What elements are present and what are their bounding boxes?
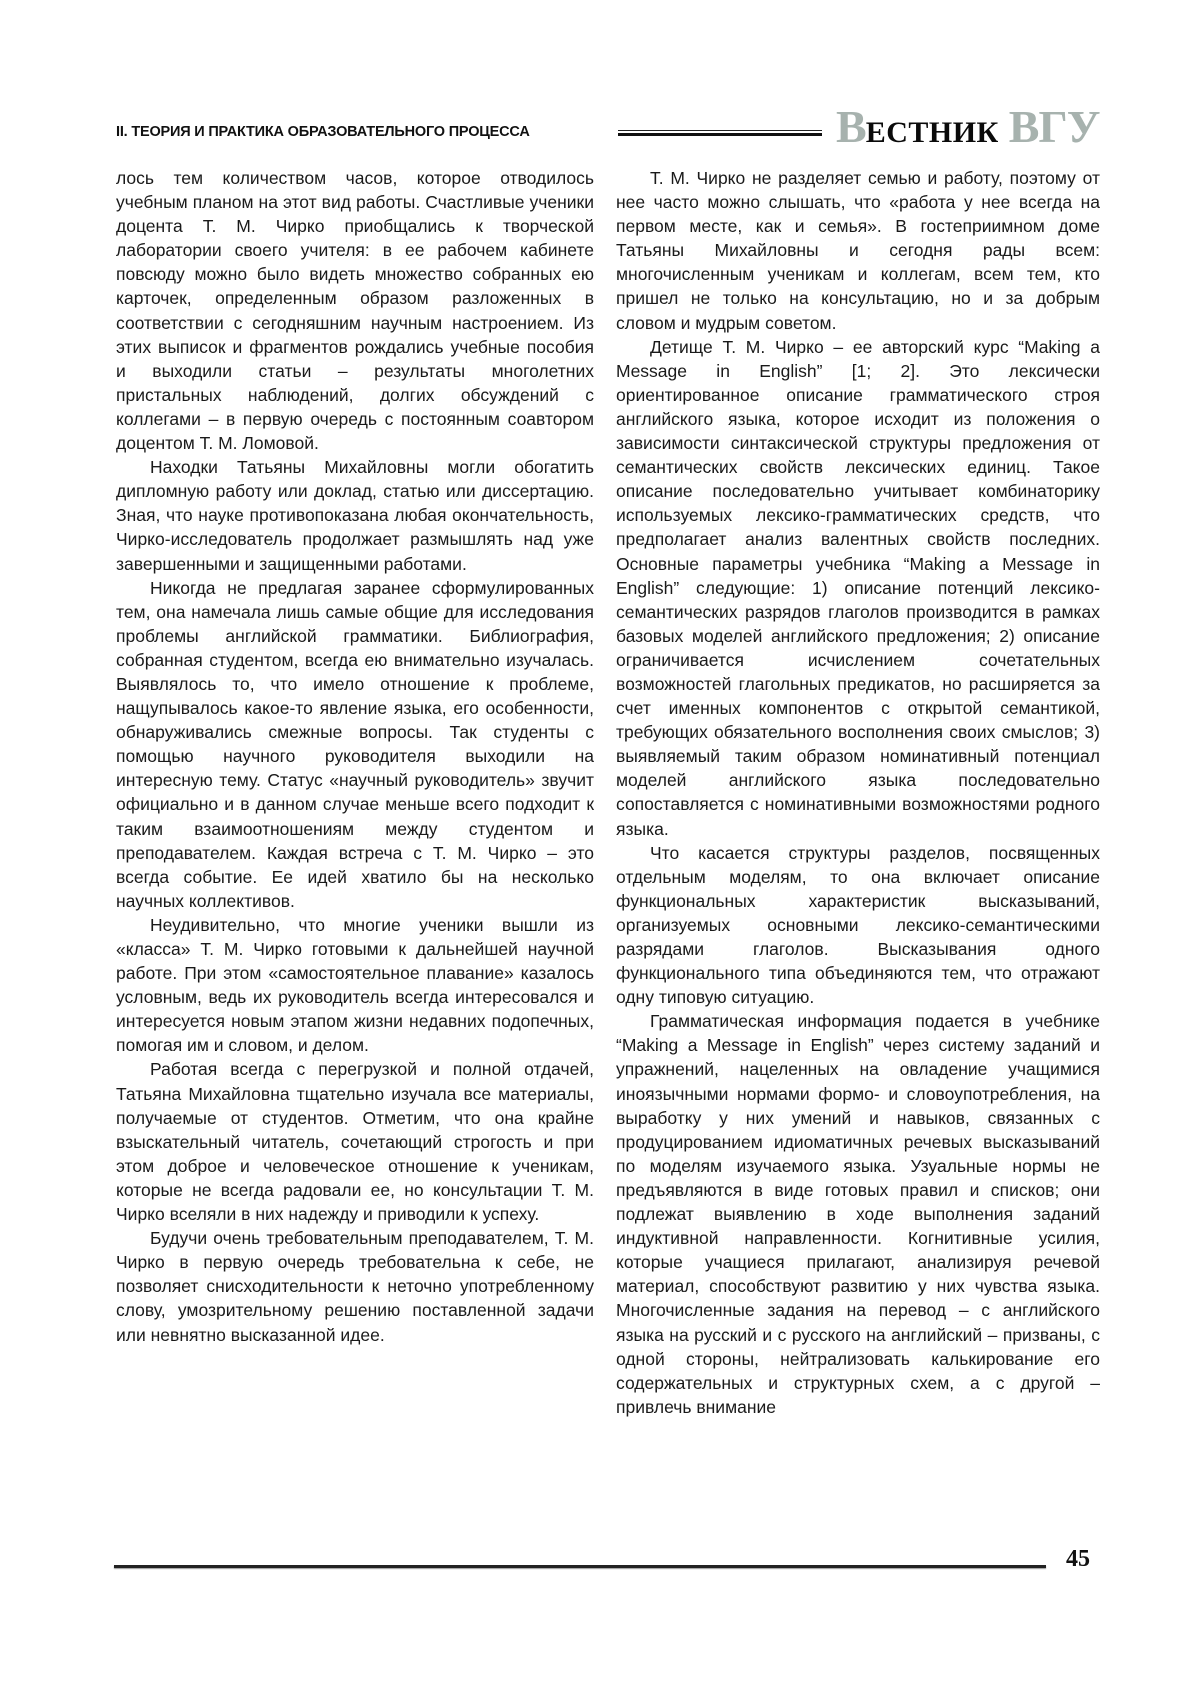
journal-logo <box>836 100 1100 153</box>
paragraph: Детище Т. М. Чирко – ее авторский курс “Making a Message in English” [1; 2]. Это лексически ориентированное описание грамматического строя английского языка, которое исходит из положения о зависимости синтаксической структуры предложения от семантических свойств лексических единиц. Такое описание последовательно учитывает комбинаторику используемых лексико-грамматических средств, что предполагает анализ валентных свойств последних. Основные параметры учебника “Making a Message in English” следующие: 1) описание потенций лексико-семантических разрядов глаголов производится в рамках базовых моделей английского предложения; 2) описание ограничивается исчислением сочетательных возможностей глагольных предикатов, но расширяется за счет именных компонентов с открытой семантикой, требующих обязательного восполнения своих смыслов; 3) выявляемый таким образом номинативный потенциал моделей английского языка последовательно сопоставляется с номинативными возможностями родного языка. <box>616 336 1100 839</box>
section-title: II. ТЕОРИЯ И ПРАКТИКА ОБРАЗОВАТЕЛЬНОГО ПРОЦЕССА <box>116 124 530 140</box>
right-column <box>616 166 1100 1419</box>
paragraph: Грамматическая информация подается в учебнике “Making a Message in English” через систему заданий и упражнений, нацеленных на овладение учащимися иноязычными нормами формо- и словоупотребления, на выработку у них умений и навыков, связанных с продуцированием идиоматичных речевых высказываний по моделям изучаемого языка. Узуальные нормы не предъявляются в виде готовых правил и списков; они подлежат выявлению в ходе выполнения заданий индуктивной направленности. Когнитивные усилия, которые учащиеся прилагают, анализируя речевой материал, способствуют развитию у них чувства языка. Многочисленные задания на перевод – с английского языка на русский и с русского на английский – призваны, с одной стороны, нейтрализовать калькирование его содержательных и структурных схем, а с другой – привлечь внимание <box>616 1011 1100 1417</box>
paragraph: Что касается структуры разделов, посвященных отдельным моделям, то она включает описание функциональных характеристик высказываний, организуемых основными лексико-семантическими разрядами глаголов. Высказывания одного функционального типа объединяются тем, что отражают одну типовую ситуацию. <box>616 842 1100 1008</box>
header-rule-thick <box>618 133 822 136</box>
header-rule-thin <box>618 130 822 131</box>
paragraph: Будучи очень требовательным преподавателем, Т. М. Чирко в первую очередь требовательна к себе, не позволяет снисходительности к неточно употребленному слову, умозрительному решению поставленной задачи или невнятно высказанной идее. <box>116 1228 594 1345</box>
running-header <box>116 100 1106 152</box>
paragraph: Работая всегда с перегрузкой и полной отдачей, Татьяна Михайловна тщательно изучала все материалы, получаемые от студентов. Отметим, что она крайне взыскательный читатель, сочетающий строгость и при этом доброе и человеческое отношение к ученикам, которые не всегда радовали ее, но консультации Т. М. Чирко вселяли в них надежду и приводили к успеху. <box>116 1059 594 1225</box>
journal-logo-abbrev: ВГУ <box>1008 101 1100 152</box>
paragraph: Никогда не предлагая заранее сформулированных тем, она намечала лишь самые общие для исследования проблемы английской грамматики. Библиография, собранная студентом, всегда ею внимательно изучалась. Выявлялось то, что имело отношение к проблеме, нащупывалось какое-то явление языка, его особенности, обнаруживались смежные вопросы. Так студенты с помощью научного руководителя выходили на интересную тему. Статус «научный руководитель» звучит официально и в данном случае меньше всего подходит к таким взаимоотношениям между студентом и преподавателем. Каждая встреча с Т. М. Чирко – это всегда событие. Ее идей хватило бы на несколько научных коллективов. <box>116 577 594 911</box>
journal-logo-initial: В <box>836 101 866 152</box>
paragraph: лось тем количеством часов, которое отводилось учебным планом на этот вид работы. Счастливые ученики доцента Т. М. Чирко приобщались к творческой лаборатории своего учителя: в ее рабочем кабинете повсюду можно было видеть множество собранных ею карточек, определенным образом разложенных в соответствии с сегодняшним научным настроением. Из этих выписок и фрагментов рождались учебные пособия и выходили статьи – результаты многолетних пристальных наблюдений, долгих обсуждений с коллегами – в первую очередь с постоянным соавтором доцентом Т. М. Ломовой. <box>116 168 594 454</box>
journal-logo-word: ЕСТНИК <box>865 116 999 149</box>
paragraph: Неудивительно, что многие ученики вышли из «класса» Т. М. Чирко готовыми к дальнейшей научной работе. При этом «самостоятельное плавание» казалось условным, ведь их руководитель всегда интересовался и интересуется новым этапом жизни недавних подопечных, помогая им и словом, и делом. <box>116 914 594 1056</box>
left-column <box>116 166 594 1347</box>
paragraph: Находки Татьяны Михайловны могли обогатить дипломную работу или доклад, статью или диссертацию. Зная, что науке противопоказана любая окончательность, Чирко-исследователь продолжает размышлять над уже завершенными и защищенными работами. <box>116 457 594 574</box>
header-double-rule <box>618 130 822 137</box>
paragraph: Т. М. Чирко не разделяет семью и работу, поэтому от нее часто можно слышать, что «работа у нее всегда на первом месте, как и семья». В гостеприимном доме Татьяны Михайловны и сегодня рады всем: многочисленным ученикам и коллегам, всем тем, кто пришел не только на консультацию, но и за добрым словом и мудрым советом. <box>616 168 1100 333</box>
page-number: 45 <box>1066 1546 1090 1572</box>
footer-rule <box>114 1565 1046 1568</box>
